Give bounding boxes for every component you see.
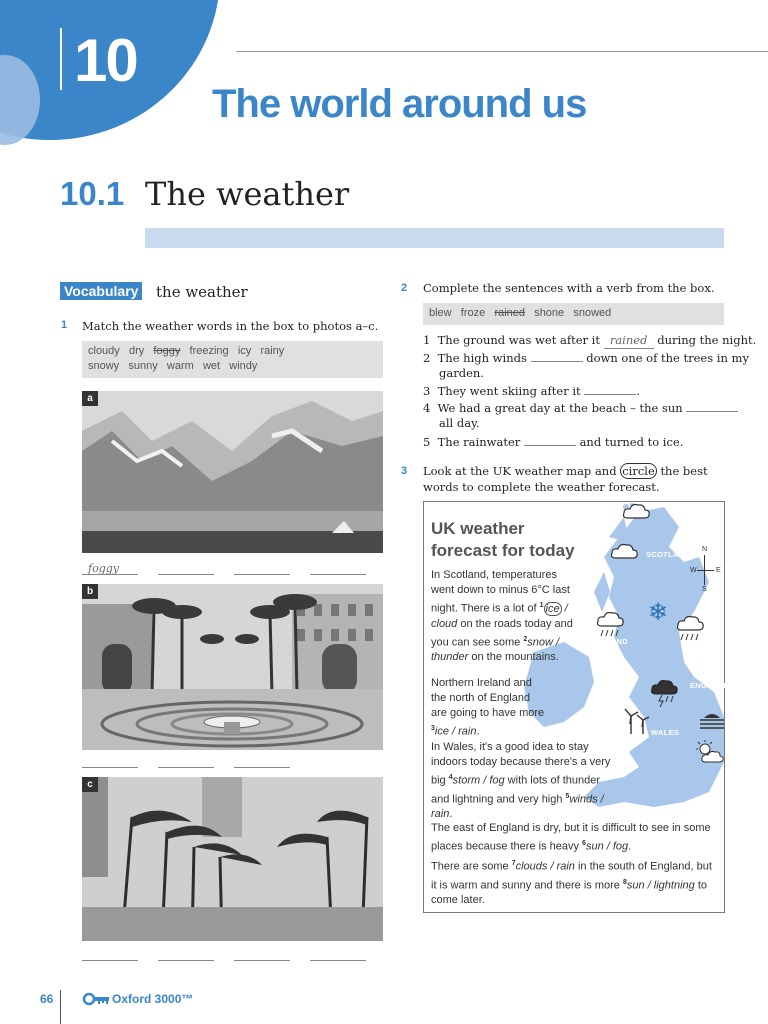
storm-cloud-icon-wales (650, 678, 680, 713)
section-title: The weather (145, 175, 350, 213)
sentence-2-text-b: down one of the trees in my (586, 351, 749, 365)
ex2-sentence-4 (423, 399, 738, 416)
forecast-box (423, 501, 730, 913)
p2-num: 3 (431, 725, 435, 732)
p5-num-2: 8 (622, 878, 627, 886)
word-windy: windy (229, 360, 258, 372)
sentence-1-answer: rained (604, 332, 654, 349)
p5-option-2[interactable]: sun / lightning (626, 879, 695, 892)
p1-num-1: 1 (539, 602, 544, 609)
word-foggy: foggy (153, 345, 181, 357)
p1-text-a: In Scotland, temperatures went down to minus 6°C last night. There is a lot of (431, 569, 570, 615)
word-cloudy: cloudy (88, 345, 120, 357)
forecast-title-2: forecast for today (431, 541, 575, 560)
word-dry: dry (128, 345, 145, 357)
photo-a-blank-4 (310, 574, 366, 575)
ex1-word-row-1 (88, 345, 284, 357)
wind-turbine-icon (624, 706, 650, 739)
photo-a-image (82, 391, 383, 553)
ex2-instruction: Complete the sentences with a verb from the box. (423, 281, 715, 295)
p5-text-c: to come later. (431, 879, 708, 907)
compass-s: S (702, 586, 707, 593)
ex3-instruction-b: the best (660, 464, 708, 478)
photo-a-blank-2 (158, 574, 214, 575)
p4-text-a: The east of England is dry, but it is difficult to see in some places because there is heavy (431, 822, 711, 853)
photo-c-label: c (82, 777, 98, 792)
ex1-word-row-2 (88, 360, 257, 372)
vocabulary-topic: the weather (156, 283, 248, 301)
sentence-3-text-a: They went skiing after it (437, 384, 581, 398)
rain-cloud-icon-north-england (676, 614, 704, 647)
p1-option-1-ice[interactable]: ice (545, 602, 560, 615)
forecast-paragraph-3 (431, 740, 616, 822)
snowflake-icon: ❄ (648, 599, 669, 626)
p1-num-2: 2 (523, 635, 528, 643)
p2-text-b: . (476, 725, 480, 738)
word-snowed: snowed (573, 307, 612, 319)
ex2-sentence-2-cont: garden. (439, 366, 484, 380)
photo-b (82, 584, 383, 750)
word-icy: icy (237, 345, 252, 357)
photo-c-blank-2 (158, 960, 214, 961)
word-rained: rained (494, 307, 526, 319)
unit-number: 10 (74, 27, 137, 94)
p5-text-b: in the south of England, but it is warm and sunny and there is more (431, 860, 712, 892)
forecast-paragraph-5 (431, 856, 717, 908)
ex2-word-row (429, 307, 611, 319)
word-shone: shone (534, 307, 565, 319)
p2-text-a: Northern Ireland and the north of England are going to have more (431, 677, 545, 719)
photo-c-blank-1 (82, 960, 138, 961)
p3-option-2[interactable]: winds / rain (431, 793, 604, 821)
p4-text-b: . (628, 840, 632, 853)
ex3-instruction-circle: circle (622, 464, 655, 478)
photo-b-blank-1 (82, 767, 138, 768)
p1-text-b: on the roads today and you can see some (431, 617, 573, 649)
sentence-1-number: 1 (423, 333, 431, 347)
sentence-4-number: 4 (423, 401, 431, 415)
compass-w: W (690, 567, 697, 574)
sentence-3-number: 3 (423, 384, 431, 398)
forecast-paragraph-1 (431, 568, 581, 665)
map-label-nireland: N. IRELAND (582, 637, 628, 646)
sentence-5-text-a: The rainwater (437, 435, 521, 449)
p3-num-2: 5 (565, 792, 570, 800)
section-band (145, 228, 724, 248)
p1-option-1-rest[interactable]: / cloud (431, 602, 568, 630)
footer-divider (60, 990, 61, 1024)
word-blew: blew (429, 307, 452, 319)
key-icon (83, 992, 109, 1011)
forecast-paragraph-4 (431, 821, 717, 855)
sentence-3-blank[interactable] (584, 382, 636, 395)
ex2-sentence-1 (423, 332, 756, 349)
section-number: 10.1 (60, 175, 125, 212)
p1-text-c: on the mountains. (468, 651, 559, 664)
photo-c (82, 777, 383, 941)
sentence-1-text-b: during the night. (657, 333, 757, 347)
photo-b-label: b (82, 584, 98, 599)
p5-text-a: There are some (431, 860, 512, 873)
sentence-2-blank[interactable] (531, 349, 583, 362)
cloud-icon-scotland (610, 542, 638, 567)
photo-b-blank-3 (234, 767, 290, 768)
sentence-5-number: 5 (423, 435, 431, 449)
word-sunny: sunny (128, 360, 158, 372)
compass (690, 546, 722, 596)
photo-c-blank-3 (234, 960, 290, 961)
header-divider-vertical (60, 28, 62, 90)
sentence-5-blank[interactable] (524, 433, 576, 446)
ex2-word-box (423, 303, 724, 325)
compass-cross-h (697, 570, 714, 571)
ex1-word-box (82, 341, 383, 378)
photo-b-blank-2 (158, 767, 214, 768)
sentence-4-text-a: We had a great day at the beach – the sun (437, 401, 683, 415)
photo-c-blank-4 (310, 960, 366, 961)
photo-c-image (82, 777, 383, 941)
ex1-number: 1 (61, 319, 68, 331)
word-freezing: freezing (189, 345, 229, 357)
p3-text-c: . (449, 808, 453, 821)
ex2-sentence-4-cont: all day. (439, 416, 480, 430)
p3-text-a: In Wales, it's a good idea to stay indoors today because there's a very big (431, 741, 611, 787)
ex3-number: 3 (401, 465, 408, 477)
photo-b-image (82, 584, 383, 750)
sentence-2-text-a: The high winds (437, 351, 527, 365)
forecast-paragraph-2 (431, 676, 546, 740)
sentence-5-text-b: and turned to ice. (579, 435, 684, 449)
p3-text-b: with lots of thunder and lightning and very high (431, 774, 601, 806)
ex3-instruction-a: Look at the UK weather map and (423, 464, 617, 478)
page-number: 66 (40, 992, 54, 1006)
fog-lines-icon-east (700, 712, 724, 735)
ex2-sentence-5 (423, 433, 683, 450)
photo-a-answer: foggy (88, 562, 119, 575)
word-froze: froze (460, 307, 486, 319)
sentence-3-text-b: . (636, 384, 640, 398)
header-rule (236, 51, 768, 52)
oxford-3000-label: Oxford 3000™ (112, 992, 194, 1006)
ex2-number: 2 (401, 282, 408, 294)
p5-option-1[interactable]: clouds / rain (515, 860, 575, 873)
photo-a-blank-1 (82, 574, 138, 575)
sun-cloud-icon-south (696, 740, 724, 769)
p2-option[interactable]: ice / rain (434, 725, 477, 738)
p3-num-1: 4 (448, 774, 453, 781)
compass-n: N (702, 546, 708, 553)
ex3-instruction-line-1 (423, 463, 708, 479)
word-rainy: rainy (260, 345, 285, 357)
p3-option-1[interactable]: storm / fog (452, 774, 505, 787)
ex2-sentence-2 (423, 349, 749, 366)
photo-a (82, 391, 383, 553)
map-label-england: ENGLAND (690, 681, 730, 690)
photo-a-label: a (82, 391, 98, 406)
map-label-wales: WALES (651, 728, 680, 737)
unit-title: The world around us (212, 82, 587, 126)
p4-option[interactable]: sun / fog (585, 840, 629, 853)
compass-e: E (716, 567, 721, 574)
vocabulary-tag: Vocabulary (60, 282, 142, 300)
sentence-2-number: 2 (423, 351, 431, 365)
word-warm: warm (166, 360, 194, 372)
p4-num: 6 (582, 840, 586, 847)
ex1-instruction: Match the weather words in the box to photos a–c. (82, 319, 379, 333)
forecast-title-1: UK weather (431, 519, 525, 538)
sentence-1-text-a: The ground was wet after it (437, 333, 600, 347)
ex2-sentence-3 (423, 382, 640, 399)
word-wet: wet (202, 360, 221, 372)
word-snowy: snowy (88, 360, 120, 372)
p1-option-2[interactable]: snow / thunder (431, 636, 560, 664)
map-label-scotland: SCOTLAND (646, 550, 691, 559)
ex3-instruction-line-2: words to complete the weather forecast. (423, 480, 660, 494)
cloud-icon-north-scotland (622, 502, 650, 527)
sentence-4-blank[interactable] (686, 399, 738, 412)
p5-num-1: 7 (511, 860, 516, 867)
photo-a-blank-3 (234, 574, 290, 575)
